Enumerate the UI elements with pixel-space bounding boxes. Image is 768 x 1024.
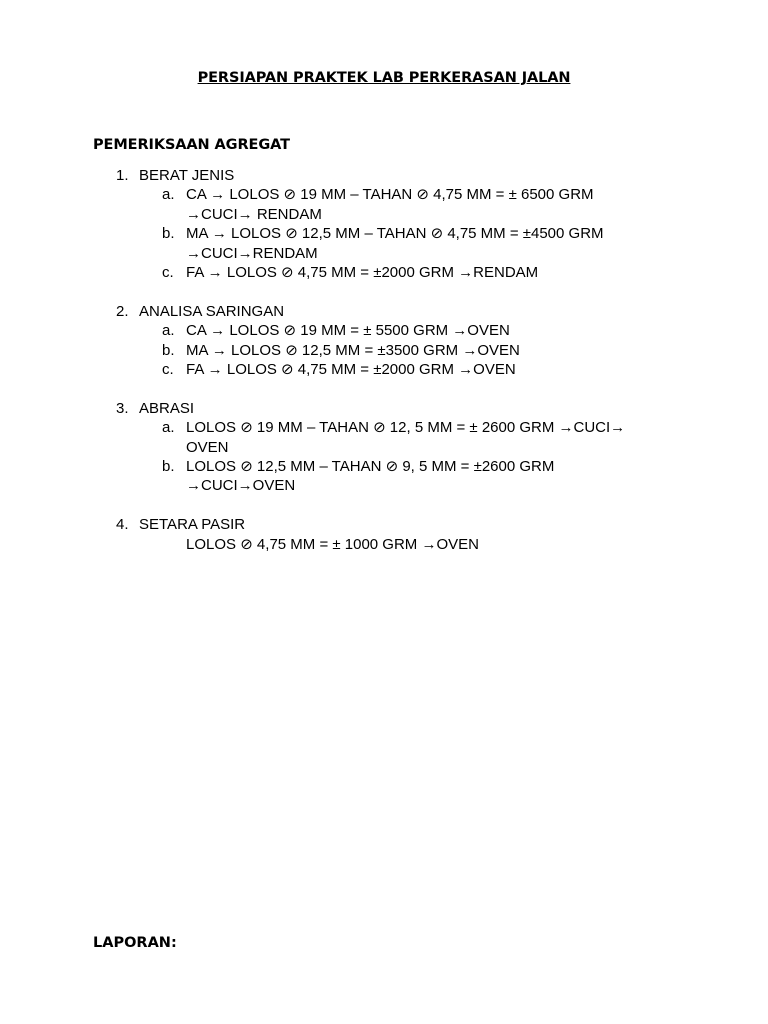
- sub-item: [0, 224, 768, 263]
- sub-item-line: MA → LOLOS ⊘ 12,5 MM – TAHAN ⊘ 4,75 MM = ±4500 GRM: [186, 225, 604, 243]
- sub-item: [0, 418, 768, 457]
- sub-item-letter: c.: [162, 264, 174, 282]
- item-number: 2.: [116, 302, 129, 320]
- sub-item-line: CA → LOLOS ⊘ 19 MM – TAHAN ⊘ 4,75 MM = ± 6500 GRM: [186, 186, 594, 204]
- sub-item-line: →CUCI→ RENDAM: [186, 205, 322, 223]
- sub-item-letter: a.: [162, 322, 175, 340]
- sub-item: [0, 341, 768, 360]
- item-number: 1.: [116, 167, 129, 184]
- list-item: [0, 166, 768, 282]
- sub-item-line: →CUCI→RENDAM: [186, 244, 318, 262]
- sub-item-line: OVEN: [186, 438, 229, 456]
- section-heading: PEMERIKSAAN AGREGAT: [93, 137, 290, 153]
- document-title: PERSIAPAN PRAKTEK LAB PERKERASAN JALAN: [197, 70, 571, 86]
- sub-item-line: LOLOS ⊘ 12,5 MM – TAHAN ⊘ 9, 5 MM = ±2600 GRM: [186, 458, 555, 476]
- sub-item-line: CA → LOLOS ⊘ 19 MM = ± 5500 GRM →OVEN: [186, 322, 510, 340]
- sub-item-line: FA → LOLOS ⊘ 4,75 MM = ±2000 GRM →OVEN: [186, 361, 516, 379]
- list-item: [0, 399, 768, 496]
- list-item: [0, 515, 768, 554]
- sub-item-letter: b.: [162, 458, 175, 476]
- sub-item-letter: a.: [162, 419, 175, 437]
- sub-item-letter: a.: [162, 186, 175, 204]
- item-number: 3.: [116, 399, 129, 417]
- sub-item: [0, 321, 768, 340]
- sub-item-line: FA → LOLOS ⊘ 4,75 MM = ±2000 GRM →RENDAM: [186, 264, 539, 282]
- sub-item-line: MA → LOLOS ⊘ 12,5 MM = ±3500 GRM →OVEN: [186, 341, 520, 359]
- report-heading: LAPORAN:: [93, 935, 177, 951]
- item-label: SETARA PASIR: [139, 516, 246, 534]
- numbered-list: [0, 166, 768, 573]
- sub-item-letter: c.: [162, 361, 174, 379]
- sub-item: [0, 457, 768, 496]
- sub-item: [0, 185, 768, 224]
- sub-item-line: →CUCI→OVEN: [186, 477, 296, 495]
- item-text: LOLOS ⊘ 4,75 MM = ± 1000 GRM →OVEN: [186, 535, 479, 553]
- sub-item: [0, 360, 768, 379]
- item-label: ANALISA SARINGAN: [139, 302, 285, 320]
- sub-item-letter: b.: [162, 341, 175, 359]
- item-number: 4.: [116, 516, 129, 534]
- item-label: BERAT JENIS: [139, 167, 235, 184]
- sub-item: [0, 263, 768, 282]
- sub-item-line: LOLOS ⊘ 19 MM – TAHAN ⊘ 12, 5 MM = ± 2600 GRM →CUCI→: [186, 419, 626, 437]
- list-item: [0, 302, 768, 380]
- item-label: ABRASI: [139, 399, 195, 417]
- sub-item-letter: b.: [162, 225, 175, 243]
